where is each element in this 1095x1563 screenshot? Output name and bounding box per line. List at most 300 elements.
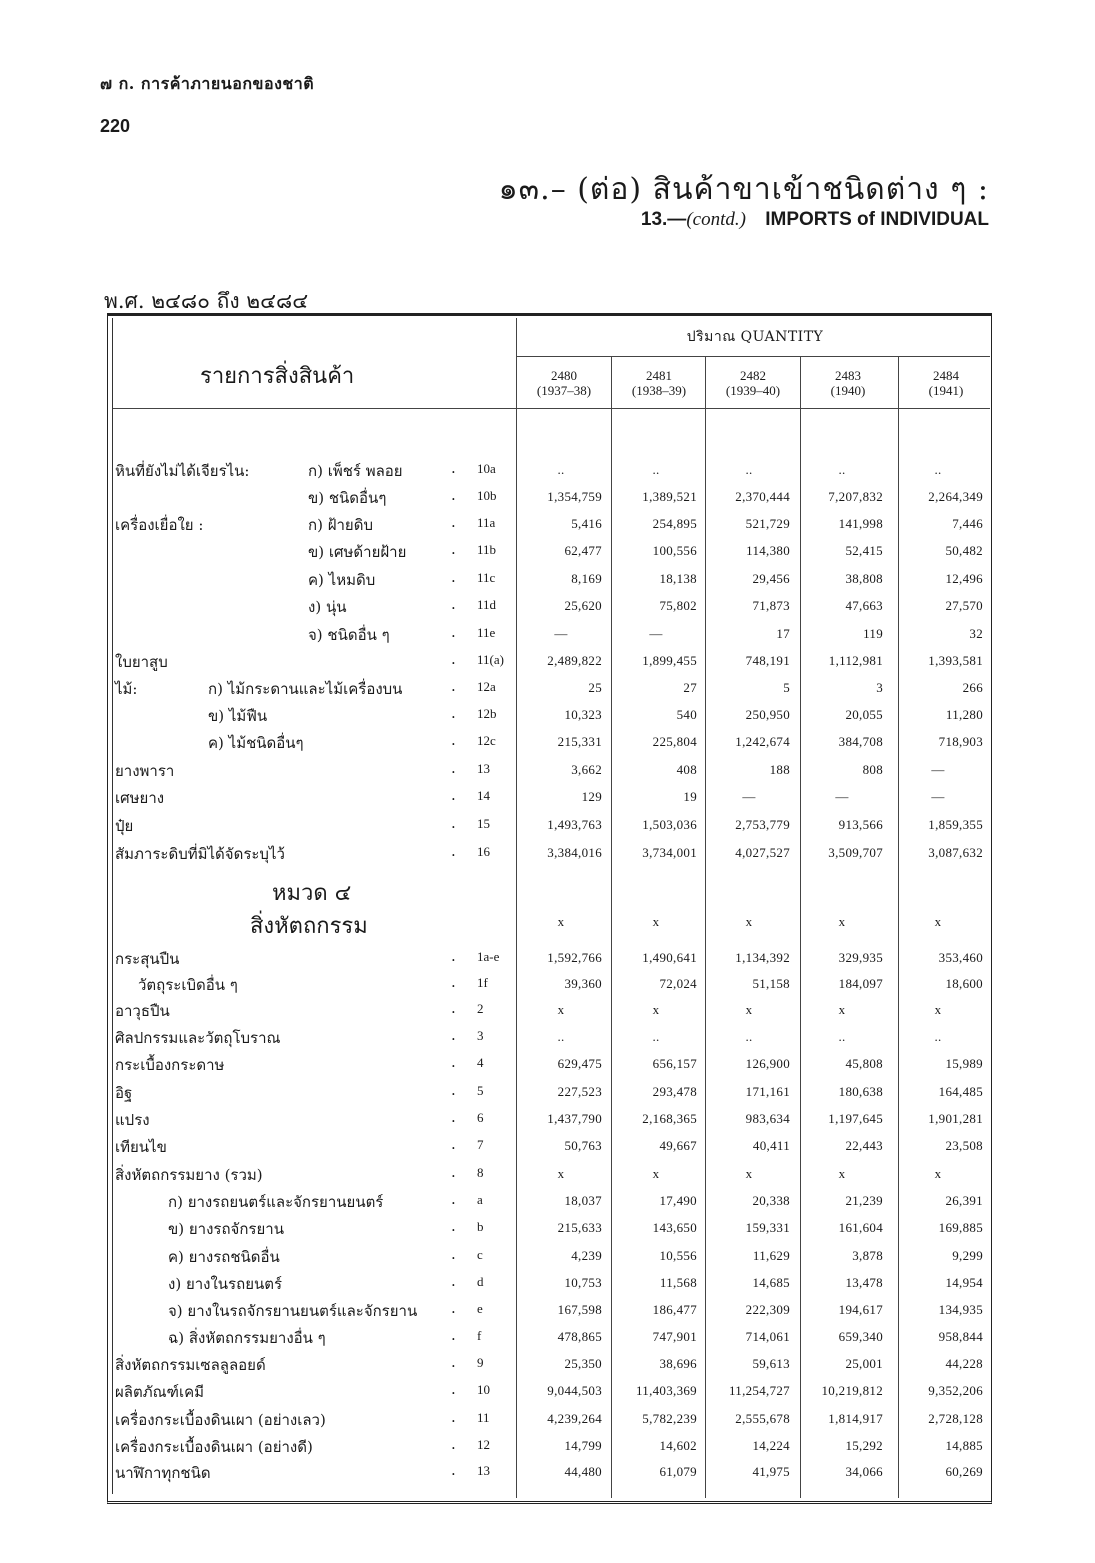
quantity-cell: 3	[876, 680, 883, 695]
table-title-english	[641, 209, 989, 231]
leader-dot: .	[451, 1353, 456, 1371]
quantity-cell: 11,280	[945, 707, 983, 722]
quantity-cell: 29,456	[752, 571, 790, 586]
row-code: 4	[477, 1055, 484, 1070]
quantity-cell: 656,157	[652, 1056, 697, 1071]
title-contd: (contd.)	[686, 209, 746, 230]
header-rule	[113, 408, 990, 409]
quantity-cell: 3,509,707	[828, 845, 883, 860]
leader-dot: .	[451, 973, 456, 991]
quantity-cell: —	[649, 626, 663, 641]
quantity-cell: ..	[652, 1029, 660, 1044]
leader-dot: .	[451, 1245, 456, 1263]
table-row	[113, 1215, 990, 1242]
row-label: ไม้:	[115, 680, 138, 698]
quantity-cell: 47,663	[845, 598, 883, 613]
quantity-cell: x	[838, 1166, 846, 1181]
quantity-cell: —	[742, 789, 756, 804]
leader-dot: .	[451, 486, 456, 504]
quantity-cell: 184,097	[838, 976, 883, 991]
quantity-cell: —	[835, 789, 849, 804]
quantity-cell: x	[652, 1002, 660, 1017]
quantity-cell: 10,323	[564, 707, 602, 722]
quantity-cell: 540	[676, 707, 697, 722]
row-sublabel: ข) ไม้ฟืน	[208, 707, 268, 725]
table-row	[113, 840, 990, 867]
quantity-cell: 983,634	[745, 1111, 790, 1126]
row-label: เครื่องกระเบื้องดินเผา (อย่างเลว)	[115, 1411, 326, 1429]
quantity-cell: 2,168,365	[642, 1111, 697, 1126]
quantity-cell: 718,903	[938, 734, 983, 749]
quantity-cell: 5,416	[571, 516, 602, 531]
row-label: กระสุนปืน	[115, 950, 180, 968]
table-row	[113, 702, 990, 729]
table-row	[113, 1133, 990, 1160]
table-row	[113, 909, 990, 936]
leader-dot: .	[451, 1272, 456, 1290]
row-sublabel: ก) ไม้กระดานและไม้เครื่องบน	[208, 680, 403, 698]
row-code: 1a-e	[477, 949, 500, 964]
row-code: e	[477, 1301, 483, 1316]
row-code: b	[477, 1219, 484, 1234]
group-heading-title: สิ่งหัตถกรรม	[250, 914, 368, 939]
quantity-cell: 714,061	[745, 1329, 790, 1344]
row-code: 10	[477, 1382, 490, 1397]
quantity-cell: 62,477	[564, 543, 602, 558]
leader-dot: .	[451, 540, 456, 558]
quantity-cell: 50,763	[564, 1138, 602, 1153]
group-heading-number: หมวด ๔	[272, 881, 352, 906]
year-ce: (1938–39)	[631, 383, 687, 398]
quantity-cell: 3,087,632	[928, 845, 983, 860]
quantity-cell: 38,696	[659, 1356, 697, 1371]
leader-dot: .	[451, 568, 456, 586]
quantity-cell: 143,650	[652, 1220, 697, 1235]
quantity-cell: 958,844	[938, 1329, 983, 1344]
quantity-cell: 353,460	[938, 950, 983, 965]
row-label: สิ่งหัตถกรรมยาง (รวม)	[115, 1166, 263, 1184]
quantity-cell: 747,901	[652, 1329, 697, 1344]
leader-dot: .	[451, 1163, 456, 1181]
quantity-cell: 25,001	[845, 1356, 883, 1371]
quantity-cell: 22,443	[845, 1138, 883, 1153]
quantity-cell: 164,485	[938, 1084, 983, 1099]
quantity-cell: 44,228	[945, 1356, 983, 1371]
row-label: เครื่องกระเบื้องดินเผา (อย่างดี)	[115, 1438, 313, 1456]
leader-dot: .	[451, 677, 456, 695]
quantity-cell: 266	[962, 680, 983, 695]
quantity-cell: 171,161	[745, 1084, 790, 1099]
row-code: 6	[477, 1110, 484, 1125]
row-code: 12c	[477, 733, 496, 748]
quantity-cell: ..	[745, 1029, 753, 1044]
quantity-cell: 1,859,355	[928, 817, 983, 832]
quantity-cell: 188	[769, 762, 790, 777]
table-row	[113, 566, 990, 593]
table-row	[113, 1024, 990, 1051]
table-row	[113, 945, 990, 972]
table-row	[113, 1188, 990, 1215]
table-row	[113, 1433, 990, 1460]
quantity-cell: 14,685	[752, 1275, 790, 1290]
quantity-cell: 9,352,206	[928, 1383, 983, 1398]
quantity-cell: 808	[862, 762, 883, 777]
row-label: ผลิตภัณฑ์เคมี	[115, 1383, 205, 1401]
leader-dot: .	[451, 459, 456, 477]
leader-dot: .	[451, 1408, 456, 1426]
quantity-cell: 18,600	[945, 976, 983, 991]
quantity-cell: x	[838, 1002, 846, 1017]
row-sublabel: ค) ไหมดิบ	[308, 571, 376, 589]
row-label: เครื่องเยื่อใย :	[115, 516, 204, 534]
quantity-cell: ..	[557, 1029, 565, 1044]
section-header: ๗ ก. การค้าภายนอกของชาติ	[100, 74, 315, 93]
quantity-cell: 75,802	[659, 598, 697, 613]
table-row	[113, 675, 990, 702]
table-row	[113, 1378, 990, 1405]
quantity-cell: 41,975	[752, 1464, 790, 1479]
quantity-cell: 1,493,763	[547, 817, 602, 832]
table-row	[113, 1106, 990, 1133]
row-code: 11e	[477, 625, 496, 640]
row-sublabel: วัตถุระเบิดอื่น ๆ	[138, 976, 238, 994]
quantity-cell: 25	[588, 680, 602, 695]
quantity-cell: ..	[934, 1029, 942, 1044]
quantity-cell: 14,602	[659, 1438, 697, 1453]
row-code: 10a	[477, 461, 496, 476]
row-label: ใบยาสูบ	[115, 653, 168, 671]
quantity-cell: 13,478	[845, 1275, 883, 1290]
row-code: 7	[477, 1137, 484, 1152]
row-sublabel: ค) ไม้ชนิดอื่นๆ	[208, 734, 304, 752]
table-row	[113, 784, 990, 811]
quantity-cell: 44,480	[564, 1464, 602, 1479]
quantity-cell: 14,799	[564, 1438, 602, 1453]
leader-dot: .	[451, 1380, 456, 1398]
quantity-cell: 38,808	[845, 571, 883, 586]
quantity-cell: 384,708	[838, 734, 883, 749]
table-row	[113, 1406, 990, 1433]
leader-dot: .	[451, 999, 456, 1017]
row-code: 10b	[477, 488, 497, 503]
leader-dot: .	[451, 1108, 456, 1126]
quantity-cell: 7,207,832	[828, 489, 883, 504]
table-title-thai: ๑๓.– (ต่อ) สินค้าขาเข้าชนิดต่าง ๆ :	[498, 172, 989, 207]
row-sublabel: จ) ยางในรถจักรยานยนตร์และจักรยาน	[168, 1302, 418, 1320]
quantity-cell: x	[557, 1166, 565, 1181]
row-code: 16	[477, 844, 490, 859]
quantity-cell: 11,403,369	[635, 1383, 697, 1398]
row-sublabel: ฉ) สิ่งหัตถกรรมยางอื่น ๆ	[168, 1329, 326, 1347]
quantity-header: ปริมาณ QUANTITY	[686, 329, 824, 345]
quantity-cell: 4,239	[571, 1248, 602, 1263]
quantity-cell: 17	[776, 626, 790, 641]
year-be: 2480	[551, 368, 577, 383]
quantity-cell: —	[931, 789, 945, 804]
table-row	[113, 997, 990, 1024]
table-row	[113, 1351, 990, 1378]
quantity-cell: 18,138	[659, 571, 697, 586]
row-label: ยางพารา	[115, 762, 175, 780]
quantity-cell: 14,954	[945, 1275, 983, 1290]
row-label: นาฬิกาทุกชนิด	[115, 1464, 211, 1482]
year-be: 2482	[740, 368, 766, 383]
row-code: 13	[477, 761, 490, 776]
title-number: 13.—	[640, 209, 687, 230]
quantity-cell: 126,900	[745, 1056, 790, 1071]
quantity-cell: 194,617	[838, 1302, 883, 1317]
row-code: 11a	[477, 515, 496, 530]
row-label: สัมภาระดิบที่มิได้จัดระบุไว้	[115, 845, 285, 863]
quantity-cell: 60,269	[945, 1464, 983, 1479]
quantity-cell: x	[557, 914, 565, 929]
year-ce: (1937–38)	[536, 383, 592, 398]
quantity-cell: 45,808	[845, 1056, 883, 1071]
leader-dot: .	[451, 513, 456, 531]
quantity-cell: 1,592,766	[547, 950, 602, 965]
title-imports: IMPORTS of INDIVIDUAL	[765, 209, 989, 230]
quantity-cell: —	[554, 626, 568, 641]
quantity-cell: 27,570	[945, 598, 983, 613]
quantity-cell: 50,482	[945, 543, 983, 558]
quantity-cell: 61,079	[659, 1464, 697, 1479]
quantity-cell: ..	[745, 462, 753, 477]
quantity-cell: 23,508	[945, 1138, 983, 1153]
quantity-cell: 3,878	[852, 1248, 883, 1263]
leader-dot: .	[451, 1026, 456, 1044]
quantity-cell: 32	[969, 626, 983, 641]
table-row	[113, 812, 990, 839]
quantity-cell: 1,197,645	[828, 1111, 883, 1126]
row-code: 13	[477, 1463, 490, 1478]
quantity-cell: —	[931, 762, 945, 777]
leader-dot: .	[451, 704, 456, 722]
row-code: 14	[477, 788, 490, 803]
leader-dot: .	[451, 842, 456, 860]
row-code: 11(a)	[477, 652, 504, 667]
quantity-cell: 19	[683, 789, 697, 804]
row-sublabel: ข) ชนิดอื่นๆ	[308, 489, 387, 507]
quantity-cell: ..	[652, 462, 660, 477]
table-row	[113, 1079, 990, 1106]
quantity-cell: 11,568	[659, 1275, 697, 1290]
row-code: d	[477, 1274, 484, 1289]
leader-dot: .	[451, 650, 456, 668]
quantity-cell: 2,489,822	[547, 653, 602, 668]
leader-dot: .	[451, 1053, 456, 1071]
quantity-cell: 329,935	[838, 950, 883, 965]
year-header	[518, 368, 610, 398]
year-be: 2481	[646, 368, 672, 383]
quantity-cell: 1,503,036	[642, 817, 697, 832]
quantity-cell: 21,239	[845, 1193, 883, 1208]
leader-dot: .	[451, 595, 456, 613]
year-ce: (1939–40)	[725, 383, 781, 398]
row-code: 12b	[477, 706, 497, 721]
leader-dot: .	[451, 1461, 456, 1479]
quantity-cell: 4,239,264	[547, 1411, 602, 1426]
quantity-cell: x	[652, 914, 660, 929]
quantity-cell: 159,331	[745, 1220, 790, 1235]
quantity-cell: 72,024	[659, 976, 697, 991]
row-code: c	[477, 1247, 483, 1262]
quantity-cell: ..	[557, 462, 565, 477]
row-code: a	[477, 1192, 483, 1207]
quantity-cell: 1,389,521	[642, 489, 697, 504]
quantity-cell: 8,169	[571, 571, 602, 586]
quantity-cell: 40,411	[752, 1138, 790, 1153]
quantity-cell: 15,292	[845, 1438, 883, 1453]
row-sublabel: ก) เพ็ชร์ พลอย	[308, 462, 403, 480]
quantity-cell: 3,384,016	[547, 845, 602, 860]
quantity-cell: 659,340	[838, 1329, 883, 1344]
quantity-cell: 161,604	[838, 1220, 883, 1235]
quantity-cell: 9,044,503	[547, 1383, 602, 1398]
row-code: 12a	[477, 679, 496, 694]
table-row	[113, 511, 990, 538]
row-label: กระเบื้องกระดาษ	[115, 1056, 225, 1074]
table-row	[113, 1297, 990, 1324]
table-row	[113, 457, 990, 484]
quantity-cell: 1,814,917	[828, 1411, 883, 1426]
year-header	[707, 368, 799, 398]
quantity-cell: 1,354,759	[547, 489, 602, 504]
row-sublabel: ก) ฝ้ายดิบ	[308, 516, 373, 534]
quantity-cell: 1,134,392	[735, 950, 790, 965]
row-label: หินที่ยังไม่ได้เจียรไน:	[115, 462, 250, 480]
leader-dot: .	[451, 786, 456, 804]
quantity-cell: x	[838, 914, 846, 929]
row-label: สิ่งหัตถกรรมเซลลูลอยด์	[115, 1356, 266, 1374]
quantity-cell: 11,629	[752, 1248, 790, 1263]
leader-dot: .	[451, 947, 456, 965]
row-label: อาวุธปืน	[115, 1002, 170, 1020]
quantity-cell: 17,490	[659, 1193, 697, 1208]
quantity-cell: 5	[783, 680, 790, 695]
row-code: 15	[477, 816, 490, 831]
leader-dot: .	[451, 1081, 456, 1099]
quantity-cell: x	[934, 914, 942, 929]
quantity-cell: 14,224	[752, 1438, 790, 1453]
quantity-cell: 52,415	[845, 543, 883, 558]
quantity-cell: 4,027,527	[735, 845, 790, 860]
row-label: ปุ๋ย	[115, 817, 134, 835]
quantity-cell: 913,566	[838, 817, 883, 832]
quantity-cell: 12,496	[945, 571, 983, 586]
quantity-cell: 39,360	[564, 976, 602, 991]
table-row	[113, 729, 990, 756]
row-sublabel: ก) ยางรถยนตร์และจักรยานยนตร์	[168, 1193, 384, 1211]
table-row	[113, 1161, 990, 1188]
row-sublabel: ง) นุ่น	[308, 598, 347, 616]
quantity-cell: 2,728,128	[928, 1411, 983, 1426]
row-label: เศษยาง	[115, 789, 165, 807]
leader-dot: .	[451, 1299, 456, 1317]
quantity-cell: ..	[838, 1029, 846, 1044]
quantity-cell: 521,729	[745, 516, 790, 531]
table-row	[113, 1243, 990, 1270]
quantity-cell: 1,437,790	[547, 1111, 602, 1126]
quantity-cell: 180,638	[838, 1084, 883, 1099]
page-number: 220	[100, 116, 131, 136]
quantity-cell: 408	[676, 762, 697, 777]
quantity-cell: 26,391	[945, 1193, 983, 1208]
quantity-cell: 1,393,581	[928, 653, 983, 668]
leader-dot: .	[451, 731, 456, 749]
quantity-cell: 2,555,678	[735, 1411, 790, 1426]
quantity-cell: 2,753,779	[735, 817, 790, 832]
quantity-cell: 3,734,001	[642, 845, 697, 860]
quantity-cell: x	[934, 1002, 942, 1017]
quantity-cell: 11,254,727	[728, 1383, 790, 1398]
quantity-cell: 1,112,981	[828, 653, 883, 668]
year-header	[802, 368, 894, 398]
quantity-cell: 5,782,239	[642, 1411, 697, 1426]
leader-dot: .	[451, 1326, 456, 1344]
quantity-cell: 100,556	[652, 543, 697, 558]
table-row	[113, 621, 990, 648]
quantity-header-rule	[516, 356, 990, 357]
quantity-cell: 254,895	[652, 516, 697, 531]
period-label: พ.ศ. ๒๔๘๐ ถึง ๒๔๘๔	[104, 289, 309, 313]
table-row	[113, 538, 990, 565]
leader-dot: .	[451, 1435, 456, 1453]
table-row	[113, 1459, 990, 1486]
quantity-cell: 2,264,349	[928, 489, 983, 504]
quantity-cell: 293,478	[652, 1084, 697, 1099]
quantity-cell: 15,989	[945, 1056, 983, 1071]
quantity-cell: 748,191	[745, 653, 790, 668]
leader-dot: .	[451, 759, 456, 777]
row-sublabel: ข) เศษด้ายฝ้าย	[308, 543, 407, 561]
quantity-cell: 169,885	[938, 1220, 983, 1235]
quantity-cell: 49,667	[659, 1138, 697, 1153]
quantity-cell: 1,490,641	[642, 950, 697, 965]
quantity-cell: 114,380	[746, 543, 790, 558]
quantity-cell: 225,804	[652, 734, 697, 749]
leader-dot: .	[451, 1190, 456, 1208]
quantity-cell: 629,475	[557, 1056, 602, 1071]
row-sublabel: ข) ยางรถจักรยาน	[168, 1220, 284, 1238]
year-be: 2483	[835, 368, 861, 383]
row-code: 3	[477, 1028, 484, 1043]
row-code: 5	[477, 1083, 484, 1098]
quantity-cell: 215,633	[557, 1220, 602, 1235]
row-code: 11	[477, 1410, 490, 1425]
quantity-cell: 1,899,455	[642, 653, 697, 668]
quantity-cell: 25,620	[564, 598, 602, 613]
leader-dot: .	[451, 623, 456, 641]
row-code: 11c	[477, 570, 496, 585]
quantity-cell: 215,331	[557, 734, 602, 749]
table-row	[113, 757, 990, 784]
year-be: 2484	[933, 368, 959, 383]
quantity-cell: 222,309	[745, 1302, 790, 1317]
row-label: อิฐ	[115, 1084, 133, 1102]
table-row	[113, 484, 990, 511]
year-header	[900, 368, 992, 398]
row-sublabel: ง) ยางในรถยนตร์	[168, 1275, 283, 1293]
row-code: f	[477, 1328, 482, 1343]
quantity-cell: 25,350	[564, 1356, 602, 1371]
quantity-cell: 14,885	[945, 1438, 983, 1453]
leader-dot: .	[451, 1217, 456, 1235]
table-row	[113, 1051, 990, 1078]
quantity-cell: ..	[934, 462, 942, 477]
quantity-cell: 18,037	[564, 1193, 602, 1208]
quantity-cell: x	[652, 1166, 660, 1181]
table-row	[113, 593, 990, 620]
